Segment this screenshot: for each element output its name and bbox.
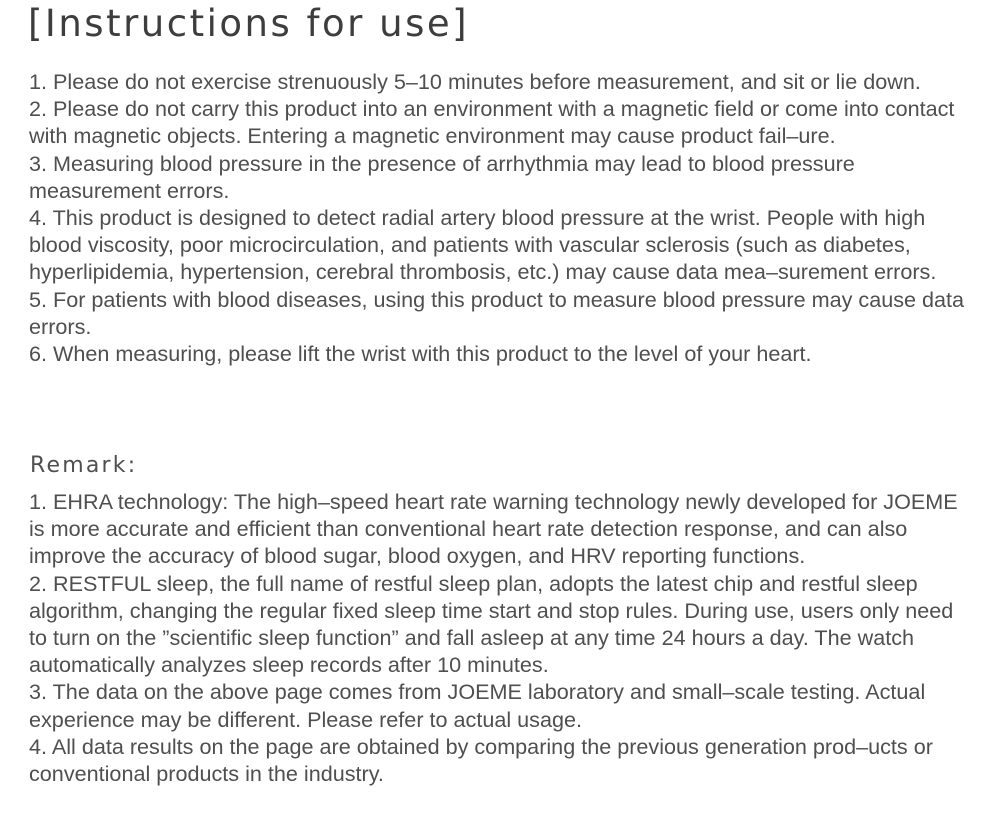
instruction-item: 1. Please do not exercise strenuously 5–10 minutes before measurement, and sit or lie down. (29, 69, 921, 94)
instruction-item: 6. When measuring, please lift the wrist with this product to the level of your heart. (29, 341, 812, 367)
remark-item: 3. The data on the above page comes from JOEME laboratory and small–scale testing. Actual experience may be different. Please refer to actual usage. (29, 679, 926, 732)
remark-item: 1. EHRA technology: The high–speed heart rate warning technology newly developed for JOEME is more accurate and efficient than conventional heart rate detection response, and can also improve the accuracy of blood sugar, blood oxygen, and HRV reporting functions. (29, 489, 958, 569)
instructions-list (29, 68, 974, 367)
instruction-item: 2. Please do not carry this product into an environment with a magnetic field or come into contact with magnetic objects. Entering a magnetic environment may cause product fail–ure. (29, 96, 955, 149)
remark-heading: Remark: (30, 453, 138, 478)
instruction-item: 4. This product is designed to detect radial artery blood pressure at the wrist. People with high blood viscosity, poor microcirculation, and patients with vascular sclerosis (such as diabetes, hyperlipidemia, hypertension, cerebral thrombosis, etc.) may cause data mea–surement errors. (29, 205, 937, 285)
remark-item: 2. RESTFUL sleep, the full name of restful sleep plan, adopts the latest chip and restful sleep algorithm, changing the regular fixed sleep time start and stop rules. During use, users only need to turn on the ”scientific sleep function” and fall asleep at any time 24 hours a day. The watch automatically analyzes sleep records after 10 minutes. (29, 570, 954, 678)
page-title: [Instructions for use] (28, 2, 470, 45)
remarks-list (29, 488, 974, 787)
instruction-item: 3. Measuring blood pressure in the presence of arrhythmia may lead to blood pressure measurement errors. (29, 150, 855, 203)
remark-item: 4. All data results on the page are obtained by comparing the previous generation prod–ucts or conventional products in the industry. (29, 733, 933, 787)
instruction-item: 5. For patients with blood diseases, using this product to measure blood pressure may cause data errors. (29, 286, 965, 339)
